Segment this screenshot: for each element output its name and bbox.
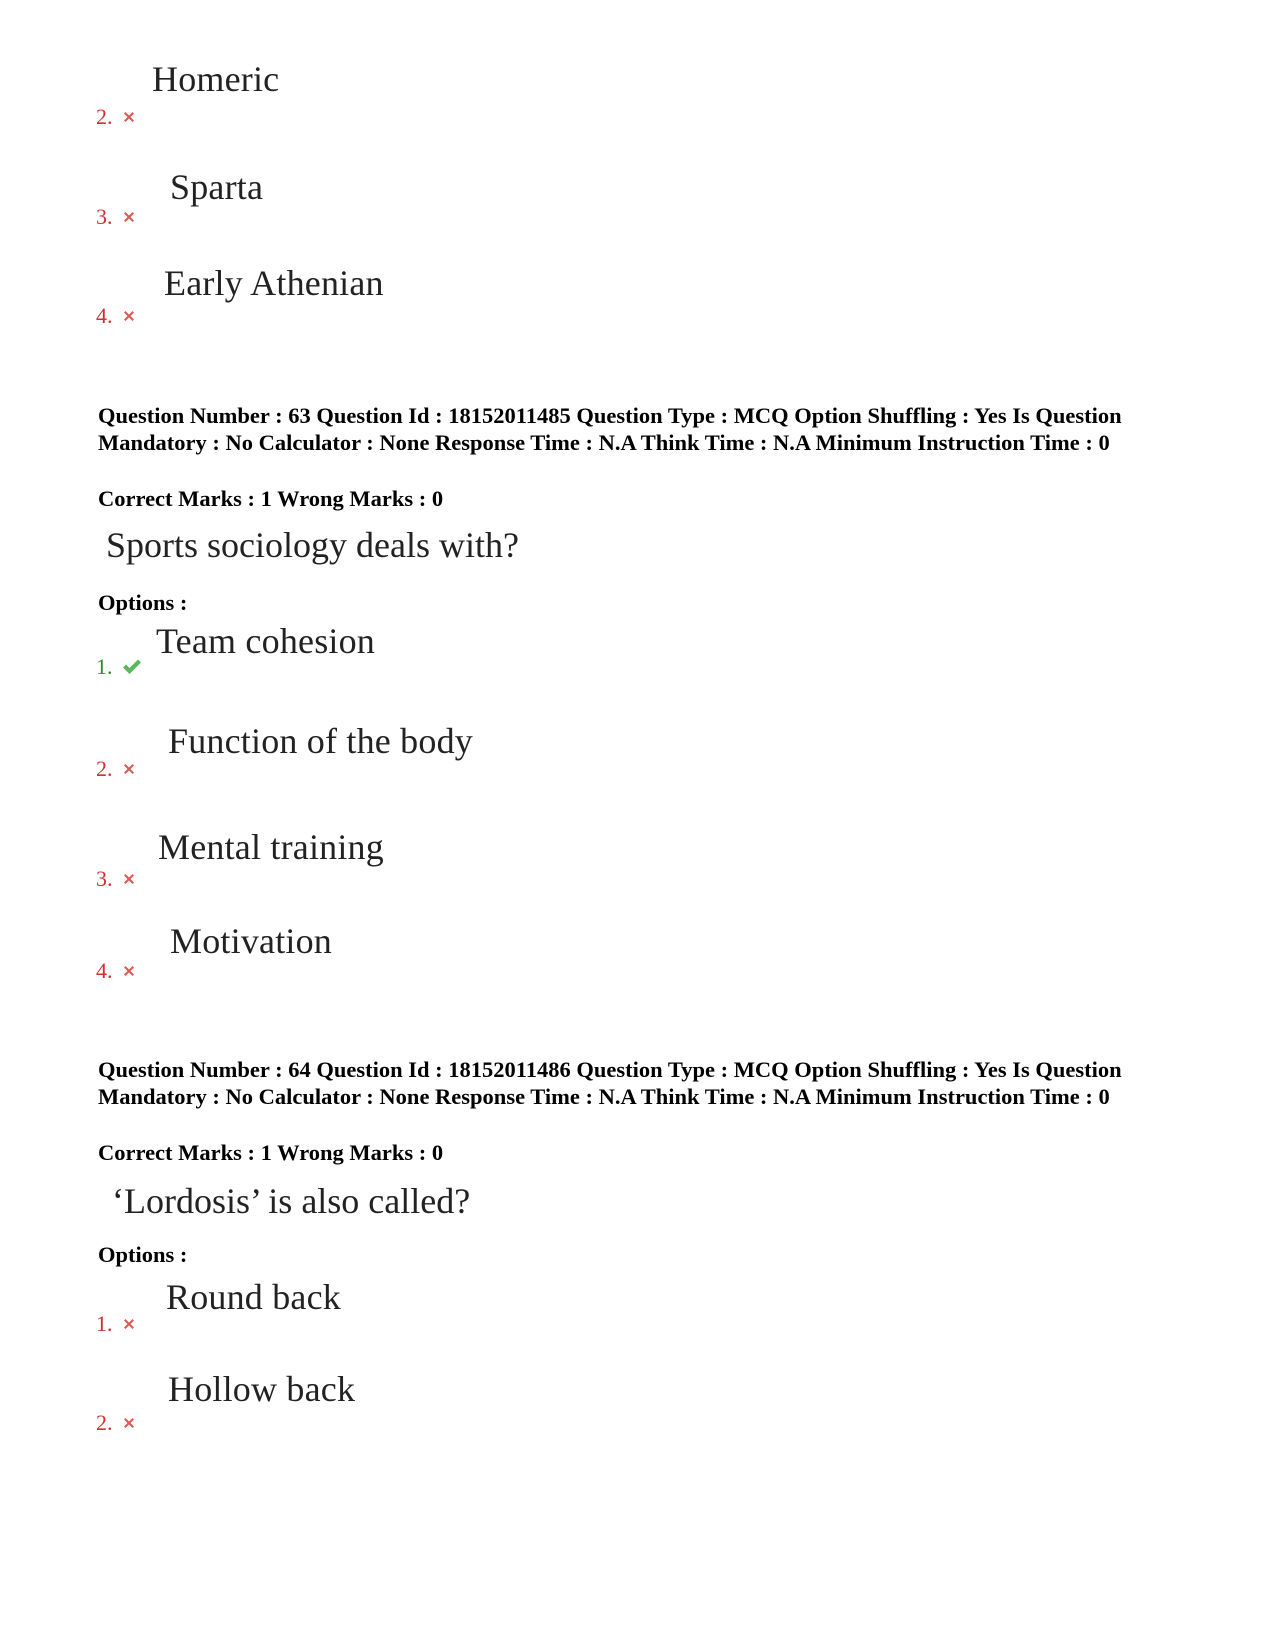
cross-icon [121, 308, 137, 324]
check-icon [121, 658, 143, 676]
options-label: Options : [98, 1242, 188, 1267]
option-number: 3. [96, 204, 137, 230]
option-number: 2. [96, 104, 137, 130]
question-text: ‘Lordosis’ is also called? [112, 1181, 471, 1221]
cross-icon [121, 1415, 137, 1431]
option-text: Mental training [158, 827, 384, 867]
option-number: 2. [96, 1410, 137, 1436]
question-meta: Question Number : 64 Question Id : 18152011486 Question Type : MCQ Option Shuffling : Yes Is Question Mandatory : No Calculator : None Response Time : N.A Think Time : N.A Minimum Instruction Time : 0 [98, 1057, 1122, 1109]
question-marks: Correct Marks : 1 Wrong Marks : 0 [98, 486, 444, 511]
option-text: Early Athenian [164, 263, 384, 303]
cross-icon [121, 871, 137, 887]
option-number: 2. [96, 756, 137, 782]
option-text: Motivation [170, 921, 332, 961]
option-number: 3. [96, 866, 137, 892]
cross-icon [121, 761, 137, 777]
option-number: 4. [96, 303, 137, 329]
option-text: Function of the body [168, 721, 473, 761]
option-text: Homeric [152, 59, 280, 99]
option-number: 1. [96, 654, 143, 680]
option-number: 4. [96, 958, 137, 984]
cross-icon [121, 963, 137, 979]
cross-icon [121, 1316, 137, 1332]
options-label: Options : [98, 590, 188, 615]
option-text: Round back [166, 1277, 341, 1317]
question-marks: Correct Marks : 1 Wrong Marks : 0 [98, 1140, 444, 1165]
option-text: Hollow back [168, 1369, 356, 1409]
question-text: Sports sociology deals with? [106, 525, 519, 565]
cross-icon [121, 109, 137, 125]
option-text: Sparta [170, 167, 264, 207]
question-meta: Question Number : 63 Question Id : 18152011485 Question Type : MCQ Option Shuffling : Yes Is Question Mandatory : No Calculator : None Response Time : N.A Think Time : N.A Minimum Instruction Time : 0 [98, 403, 1122, 455]
cross-icon [121, 209, 137, 225]
option-text: Team cohesion [156, 621, 376, 661]
option-number: 1. [96, 1311, 137, 1337]
